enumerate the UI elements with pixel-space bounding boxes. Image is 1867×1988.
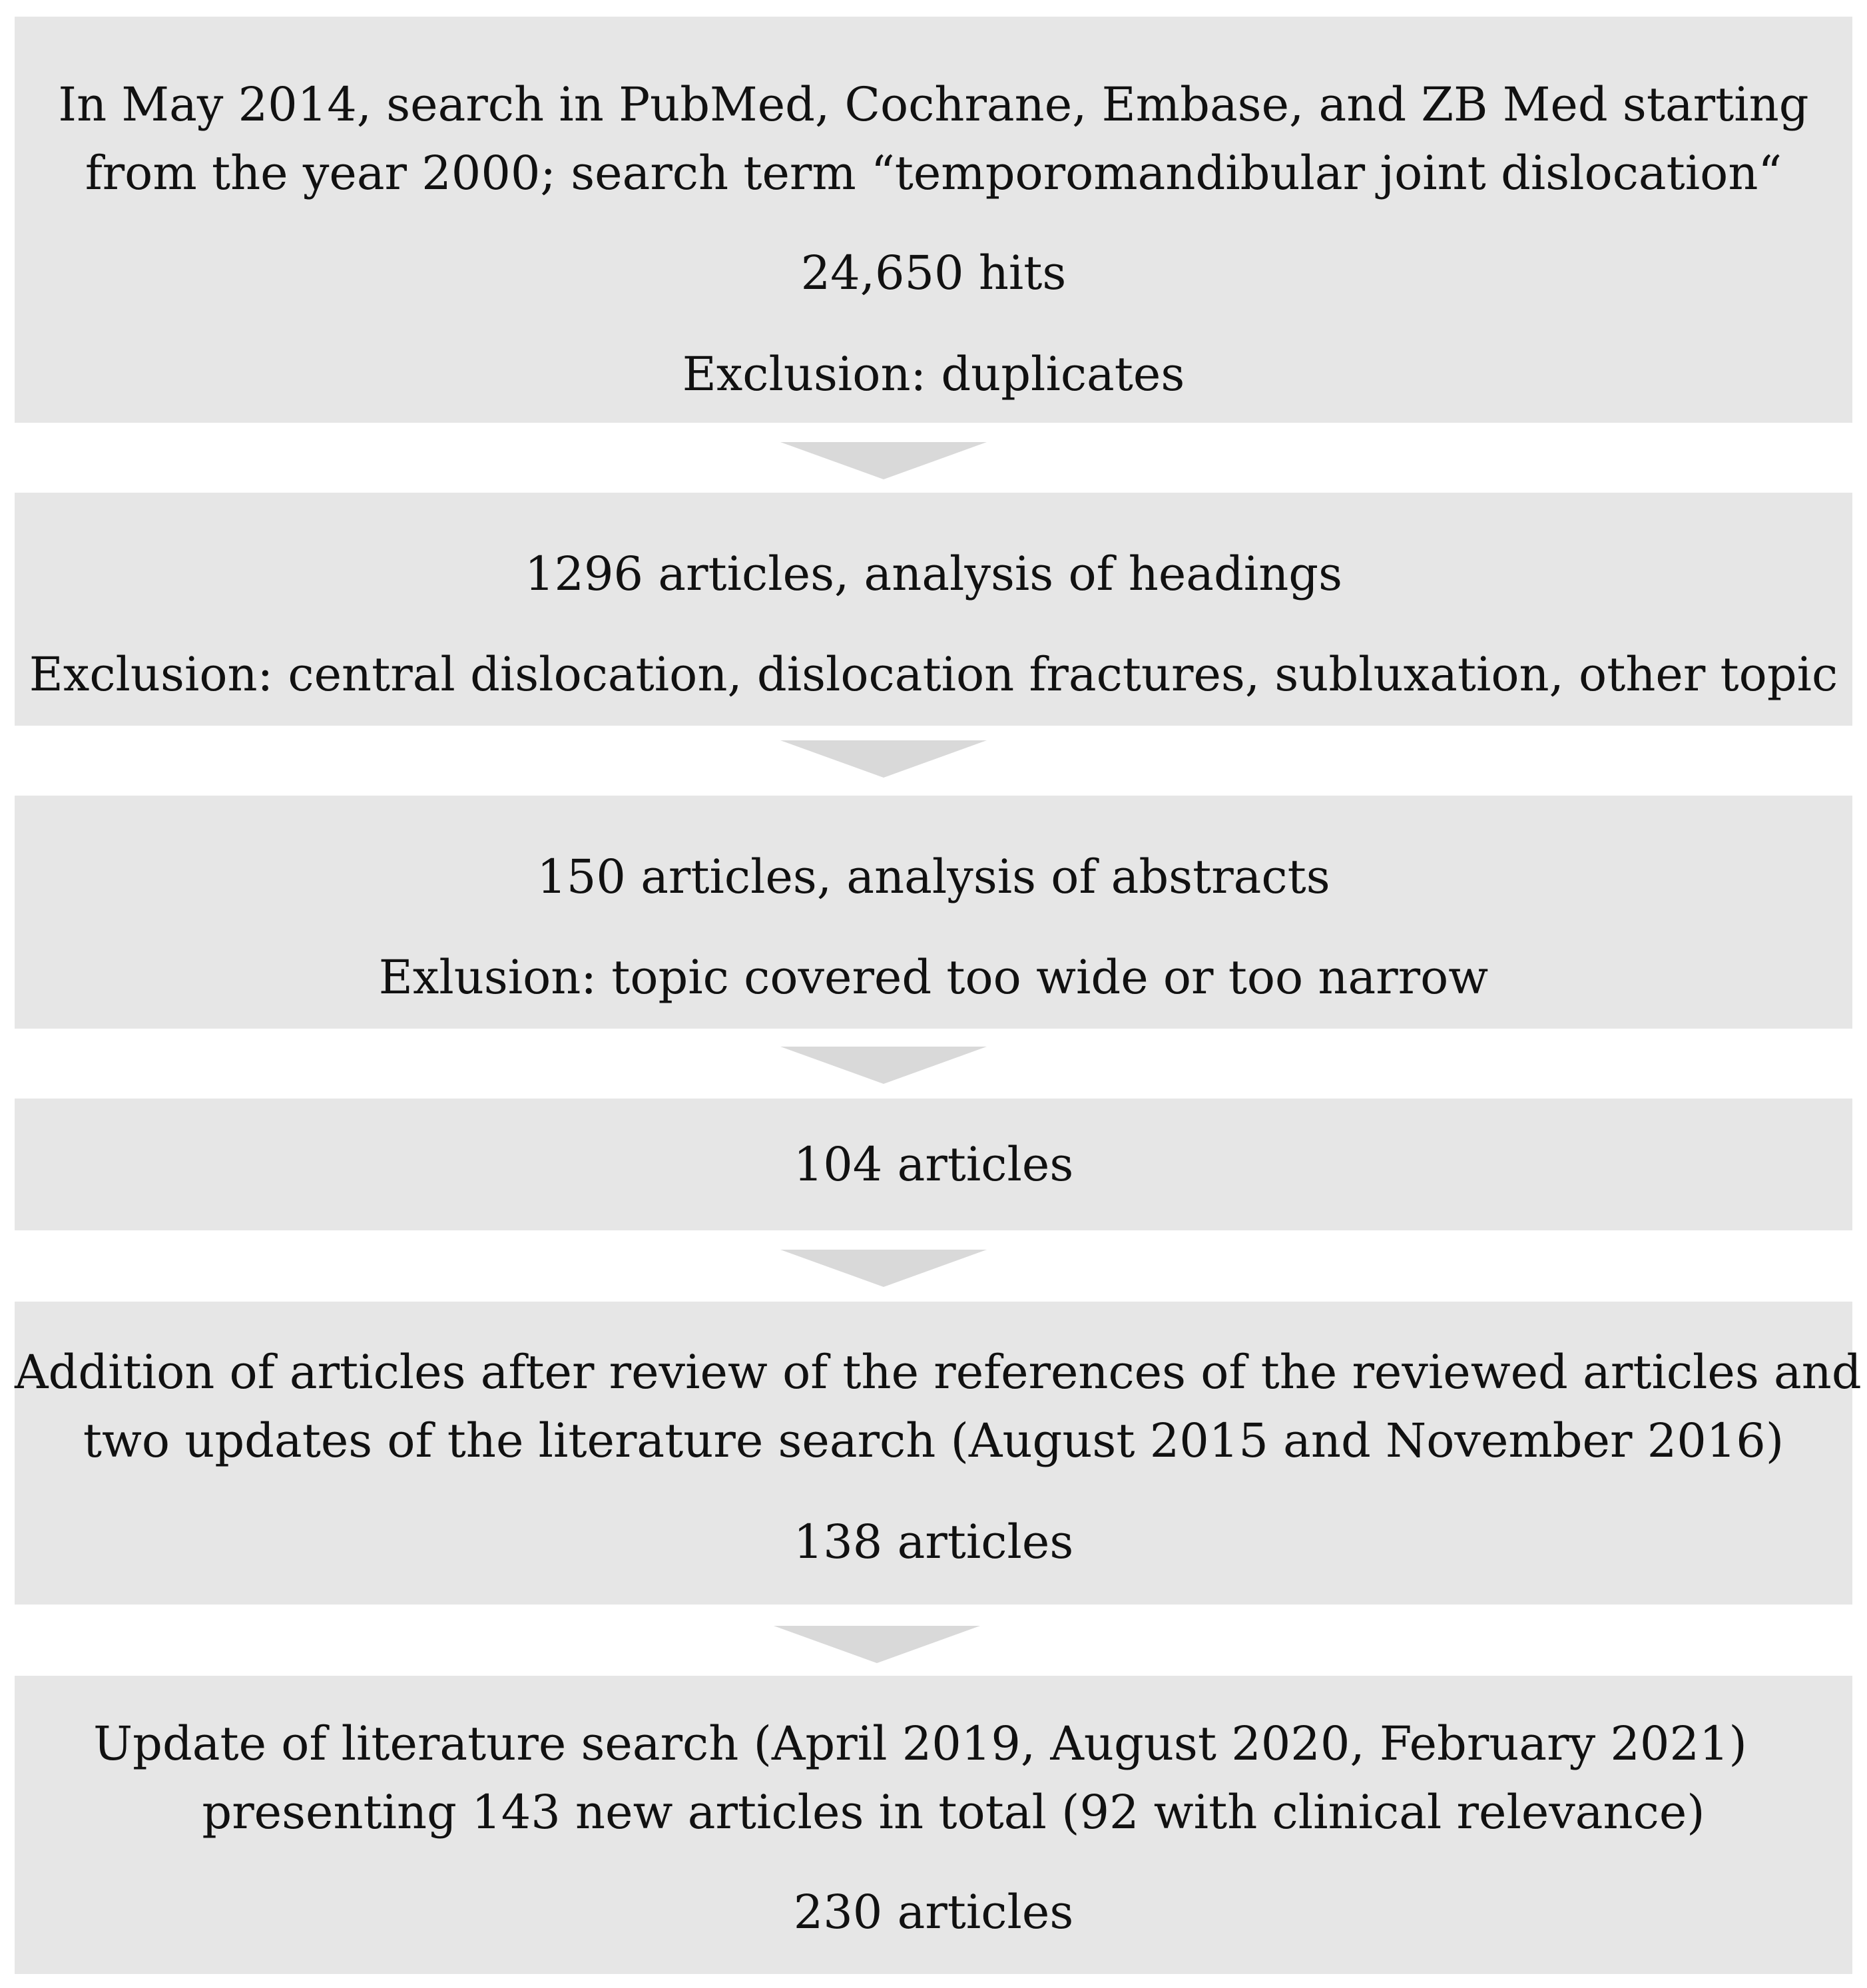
step-2-count: 1296 articles, analysis of headings — [524, 547, 1343, 601]
step-2-exclusion: Exclusion: central dislocation, dislocation fractures, subluxation, other topic — [29, 647, 1838, 702]
arrow-down-icon — [780, 740, 987, 778]
step-1-exclusion: Exclusion: duplicates — [682, 347, 1185, 401]
step-1-box — [15, 17, 1852, 423]
step-6-update-line-2: presenting 143 new articles in total (92 with clinical relevance) — [202, 1785, 1705, 1840]
step-6-update-line-1: Update of literature search (April 2019, August 2020, February 2021) — [93, 1716, 1747, 1771]
step-1-search-line-1: In May 2014, search in PubMed, Cochrane, Embase, and ZB Med starting — [58, 77, 1809, 132]
step-4-box — [15, 1099, 1852, 1230]
step-3-box — [15, 796, 1852, 1029]
step-3-count: 150 articles, analysis of abstracts — [537, 850, 1330, 904]
arrow-down-icon — [780, 1047, 987, 1084]
arrow-down-icon — [780, 1250, 987, 1287]
step-5-count: 138 articles — [793, 1515, 1074, 1569]
arrow-down-icon — [780, 442, 987, 479]
step-1-search-line-2: from the year 2000; search term “temporomandibular joint dislocation“ — [85, 146, 1782, 200]
arrow-down-icon — [774, 1626, 980, 1663]
step-3-exclusion: Exlusion: topic covered too wide or too narrow — [378, 950, 1489, 1005]
step-1-hits: 24,650 hits — [800, 246, 1067, 300]
step-5-addition-line-1: Addition of articles after review of the references of the reviewed articles and — [15, 1345, 1862, 1399]
step-5-addition-line-2: two updates of the literature search (August 2015 and November 2016) — [83, 1413, 1784, 1468]
step-4-count: 104 articles — [793, 1137, 1074, 1192]
step-6-count: 230 articles — [793, 1885, 1074, 1939]
step-2-box — [15, 493, 1852, 726]
step-5-box — [15, 1302, 1862, 1605]
step-6-box — [15, 1676, 1852, 1974]
